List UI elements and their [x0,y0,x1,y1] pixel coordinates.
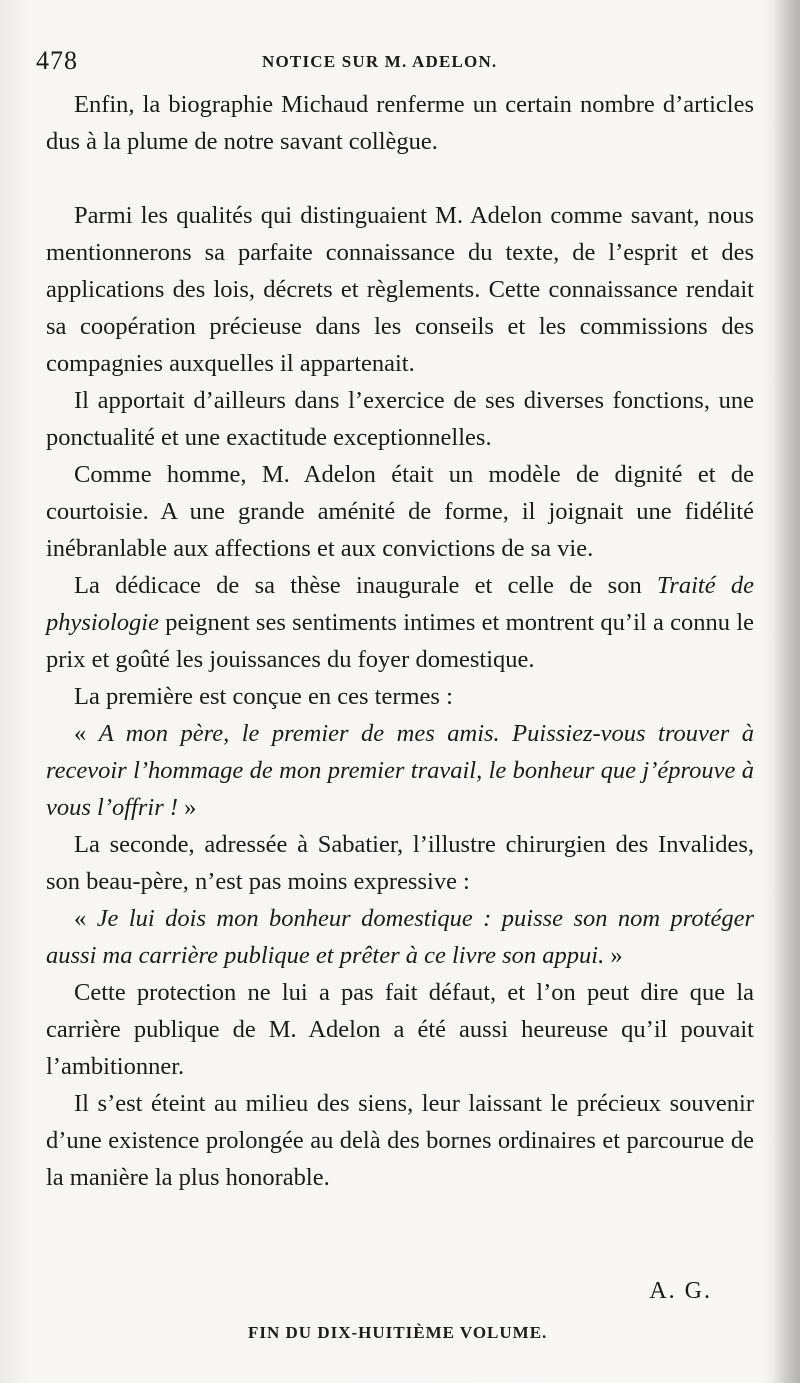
page-header [36,46,766,76]
page-number: 478 [36,46,78,75]
quote-premiere-dedicace: « A mon père, le premier de mes amis. Puissiez-vous trouver à recevoir l’hommage de mon premier travail, le bonheur que j’éprouve à vous l’offrir ! » [46,720,755,821]
page-edge-shadow [772,0,800,1383]
paragraph-premiere: La première est conçue en ces termes : [74,683,453,710]
paragraph-homme: Comme homme, M. Adelon était un modèle de dignité et de courtoisie. A une grande aménité de forme, il joignait une fidélité inébranlable aux affections et aux convictions de sa vie. [46,461,754,562]
paragraph-dedicace: La dédicace de sa thèse inaugurale et celle de son Traité de physiologie peignent ses sentiments intimes et montrent qu’il a connu le prix et goûté les jouissances du foyer domestique. [46,572,755,673]
paragraph-seconde: La seconde, adressée à Sabatier, l’illustre chirurgien des Invalides, son beau-père, n’est pas moins expressive : [46,831,754,895]
paragraph-protection: Cette protection ne lui a pas fait défaut, et l’on peut dire que la carrière publique de M. Adelon a été aussi heureuse qu’il pouvait l’ambitionner. [46,979,754,1080]
paragraph-biographie-michaud: Enfin, la biographie Michaud renferme un certain nombre d’articles dus à la plume de notre savant collègue. [46,91,754,155]
paragraph-eteint: Il s’est éteint au milieu des siens, leur laissant le précieux souvenir d’une existence prolongée au delà des bornes ordinaires et parcourue de la manière la plus honorable. [46,1090,754,1191]
paragraph-qualites: Parmi les qualités qui distinguaient M. Adelon comme savant, nous mentionnerons sa parfaite connaissance du texte, de l’esprit et des applications des lois, décrets et règlements. Cette connaissance rendait sa coopération précieuse dans les conseils et les commissions des compagnies auxquelles il appartenait. [46,202,754,377]
volume-end-note: FIN DU DIX-HUITIÈME VOLUME. [248,1323,548,1342]
paragraph-ponctualite: Il apportait d’ailleurs dans l’exercice de ses diverses fonctions, une ponctualité et une exactitude exceptionnelles. [46,387,754,451]
body-text [46,86,754,1196]
author-signature: A. G. [649,1278,712,1304]
quote-seconde-dedicace: « Je lui dois mon bonheur domestique : puisse son nom protéger aussi ma carrière publique et prêter à ce livre son appui. » [46,905,755,969]
running-title: NOTICE SUR M. ADELON. [262,52,498,71]
book-title-traite: Traité de physiologie [46,572,755,636]
